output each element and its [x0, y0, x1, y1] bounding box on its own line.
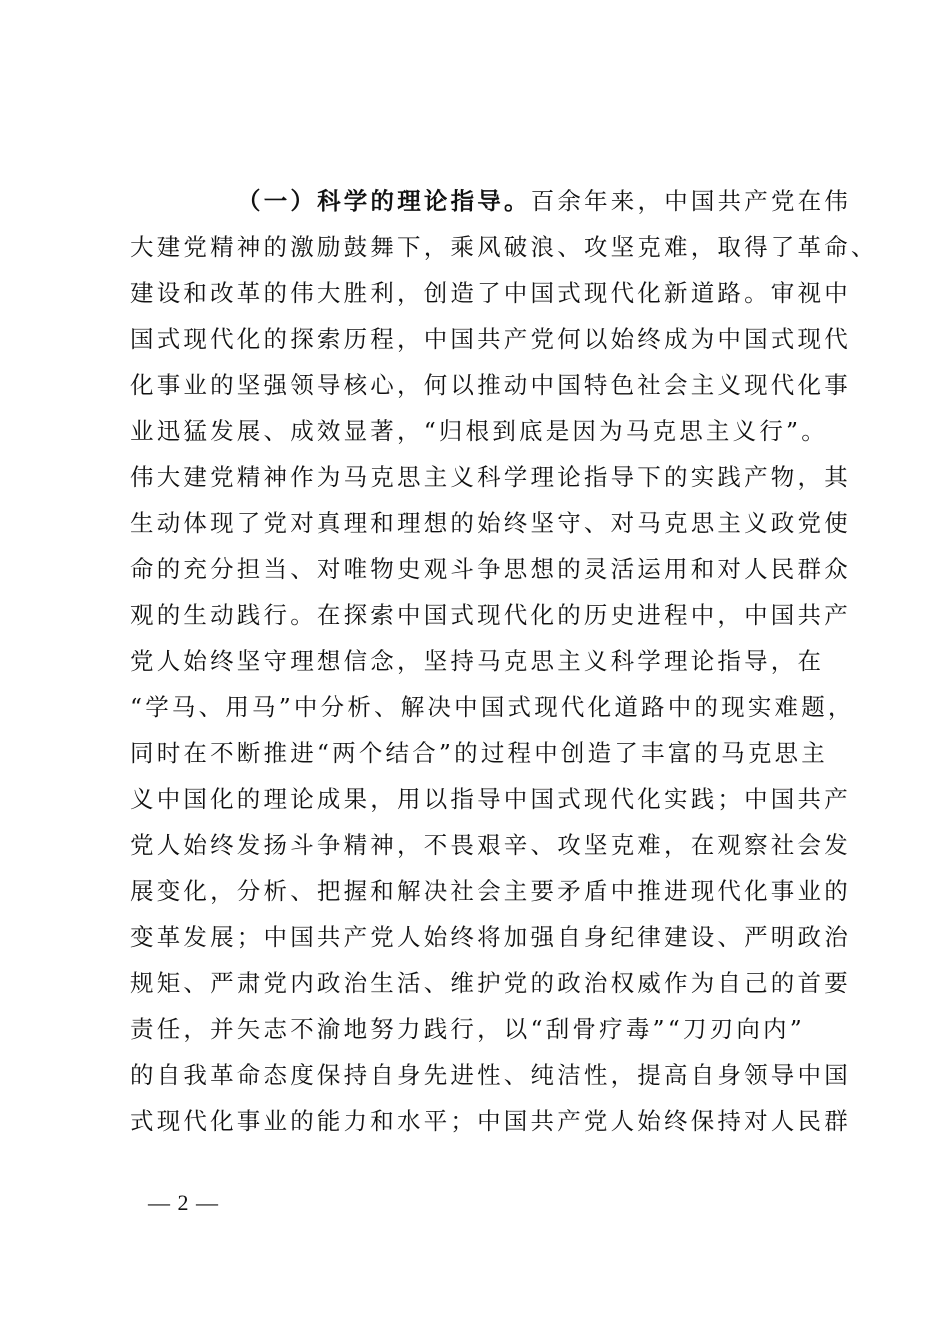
- paragraph-line: [130, 178, 850, 224]
- paragraph-line: 命的充分担当、对唯物史观斗争思想的灵活运用和对人民群众: [130, 555, 851, 583]
- paragraph-line: 义中国化的理论成果，用以指导中国式现代化实践；中国共产: [130, 785, 851, 813]
- paragraph-line: 大建党精神的激励鼓舞下，乘风破浪、攻坚克难，取得了革命、: [130, 233, 878, 261]
- paragraph-line: 业迅猛发展、成效显著，“归根到底是因为马克思主义行”。: [130, 417, 828, 445]
- paragraph-line: 生动体现了党对真理和理想的始终坚守、对马克思主义政党使: [130, 509, 851, 537]
- body-paragraph: [130, 178, 878, 1144]
- paragraph-line: “学马、用马”中分析、解决中国式现代化道路中的现实难题，: [130, 693, 855, 721]
- paragraph-line: 化事业的坚强领导核心，何以推动中国特色社会主义现代化事: [130, 371, 851, 399]
- paragraph-line: 变革发展；中国共产党人始终将加强自身纪律建设、严明政治: [130, 923, 851, 951]
- paragraph-line: 观的生动践行。在探索中国式现代化的历史进程中，中国共产: [130, 601, 851, 629]
- paragraph-line: 规矩、严肃党内政治生活、维护党的政治权威作为自己的首要: [130, 969, 851, 997]
- paragraph-line-text: 百余年来，中国共产党在伟: [530, 187, 852, 215]
- paragraph-line: 责任，并矢志不渝地努力践行，以“刮骨疗毒”“刀刃向内”: [130, 1015, 805, 1043]
- paragraph-line: 国式现代化的探索历程，中国共产党何以始终成为中国式现代: [130, 325, 851, 353]
- paragraph-line: 的自我革命态度保持自身先进性、纯洁性，提高自身领导中国: [130, 1061, 851, 1089]
- page-number: — 2 —: [148, 1190, 219, 1215]
- paragraph-line: 党人始终发扬斗争精神，不畏艰辛、攻坚克难，在观察社会发: [130, 831, 851, 859]
- paragraph-line: 建设和改革的伟大胜利，创造了中国式现代化新道路。审视中: [130, 279, 851, 307]
- section-heading: （一）科学的理论指导。: [237, 187, 531, 215]
- paragraph-line: 党人始终坚守理想信念，坚持马克思主义科学理论指导，在: [130, 647, 825, 675]
- paragraph-line: 伟大建党精神作为马克思主义科学理论指导下的实践产物，其: [130, 463, 851, 491]
- paragraph-line: 展变化，分析、把握和解决社会主要矛盾中推进现代化事业的: [130, 877, 851, 905]
- paragraph-line: 式现代化事业的能力和水平；中国共产党人始终保持对人民群: [130, 1107, 851, 1135]
- paragraph-line: 同时在不断推进“两个结合”的过程中创造了丰富的马克思主: [130, 739, 828, 767]
